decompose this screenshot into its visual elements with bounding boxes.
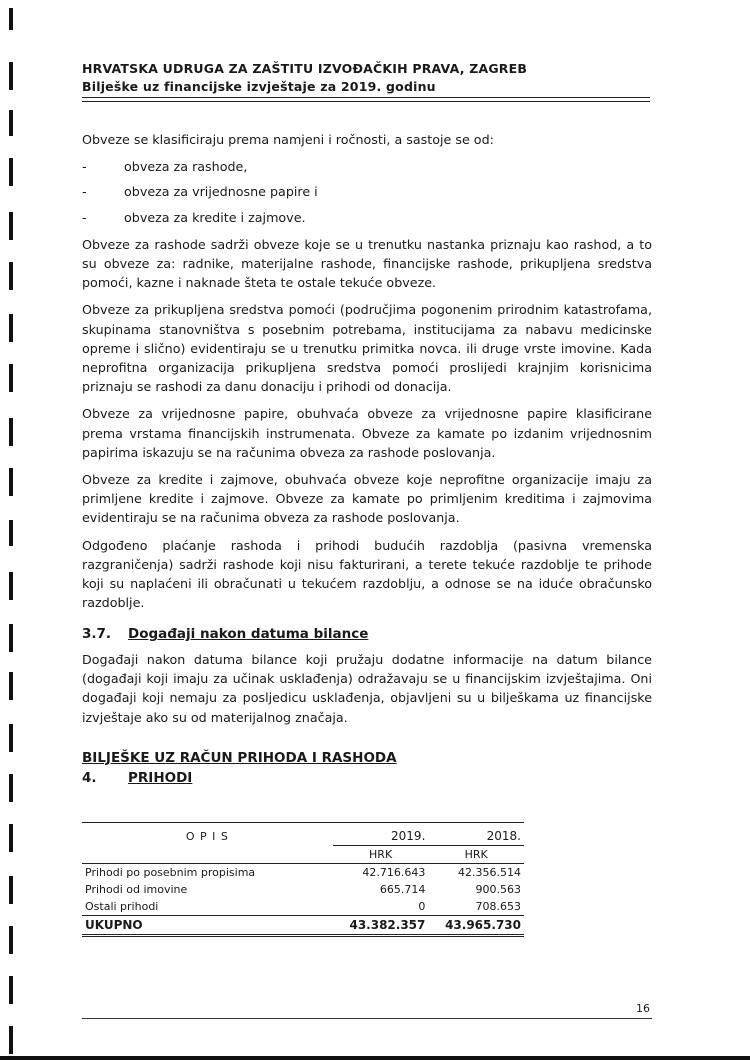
binding-mark [9, 976, 13, 1004]
section-heading [82, 626, 652, 642]
row-label: Prihodi od imovine [85, 883, 188, 896]
binding-mark [9, 724, 13, 752]
table-total-row [82, 916, 524, 936]
notes-section [82, 750, 652, 786]
section-number: 4. [82, 770, 97, 786]
row-label: Ostali prihodi [85, 900, 159, 913]
paragraph: Obveze za prikupljena sredstva pomoći (područjima pogonenim prirodnim katastrofama, skupinama stanovništva s posebnim potrebama, institucijama za nabavu medicinske opreme i slično) evidentiraju se u trenutku primitka novca. ili druge vrste imovine. Kada neprofitna organizacija prikupljena sredstva pomoći proslijedi krajnjim korisnicima priznaju se rashodi za danu donaciju i prihodi od donacija. [82, 302, 652, 395]
intro-paragraph: Obveze se klasificiraju prema namjeni i ročnosti, a sastoje se od: [82, 132, 494, 147]
table-row [82, 898, 524, 916]
paragraph: Obveze za kredite i zajmove, obuhvaća obveze koje neprofitne organizacije imaju za primljene kredite i zajmove. Obveze za kamate po primljenim kreditima i zajmovima evidentiraju se na računima obveza za rashode poslovanja. [82, 472, 652, 526]
header-rule [82, 97, 650, 98]
binding-mark [9, 158, 13, 186]
list-item: - obveza za vrijednosne papire i [104, 182, 652, 201]
row-value-2019: 665.714 [379, 883, 426, 896]
binding-mark [9, 520, 13, 546]
notes-heading: BILJEŠKE UZ RAČUN PRIHODA I RASHODA [82, 750, 397, 766]
section-number: 3.7. [82, 626, 112, 642]
binding-mark [9, 314, 13, 342]
total-value-2018: 43.965.730 [445, 918, 521, 932]
body-text [82, 130, 652, 620]
row-value-2019: 42.716.643 [362, 866, 426, 879]
document-header [82, 60, 652, 96]
binding-mark [9, 926, 13, 954]
binding-mark [9, 262, 13, 290]
section-title: Događaji nakon datuma bilance [128, 626, 369, 642]
col-header-2019: 2019. [391, 829, 426, 843]
footer-rule [82, 1018, 652, 1019]
list-dash: - [82, 209, 87, 225]
section-paragraph: Događaji nakon datuma bilance koji pružaju dodatne informacije na datum bilance (događaji koji imaju za učinak usklađenja) odražavaju se u financijskim izvještajima. Oni događaji koji nemaju za posljedicu usklađenja, objavljeni su u bilješkama uz financijske izvještaje ako su od materijalnog značaja. [82, 652, 652, 725]
binding-mark [9, 364, 13, 392]
organization-name: HRVATSKA UDRUGA ZA ZAŠTITU IZVOĐAČKIH PRAVA, ZAGREB [82, 61, 528, 76]
list-dash: - [82, 184, 87, 200]
col-header-2018: 2018. [486, 829, 521, 843]
list-item: - obveza za rashode, [104, 157, 652, 176]
binding-mark [9, 212, 13, 240]
paragraph: Obveze za vrijednosne papire, obuhvaća obveze za vrijednosne papire klasificirane prema vrstama financijskih instrumenata. Obveze za kamate po izdanim vrijednosnim papirima iskazuju se na računima obveza za rashode poslovanja. [82, 406, 652, 460]
total-label: UKUPNO [85, 918, 143, 932]
document-subtitle: Bilješke uz financijske izvještaje za 2019. godinu [82, 79, 436, 94]
binding-mark [9, 62, 13, 90]
row-value-2018: 708.653 [475, 900, 521, 913]
binding-mark [9, 8, 13, 30]
row-value-2018: 900.563 [475, 883, 521, 896]
binding-mark [9, 824, 13, 852]
binding-mark [9, 468, 13, 496]
binding-mark [9, 876, 13, 904]
section-4-heading [82, 770, 652, 786]
currency-label: HRK [333, 846, 429, 864]
row-value-2019: 0 [418, 900, 426, 913]
paragraph: Odgođeno plaćanje rashoda i prihodi budućih razdoblja (pasivna vremenska razgraničenja) sadrži rashode koji nisu fakturirani, a terete tekuće razdoblje te prihode koji su naplaćeni ili obračunati u tekućem razdoblju, a odnose se na iduće obračunsko razdoblje. [82, 537, 652, 611]
binding-mark [9, 418, 13, 446]
binding-mark [9, 774, 13, 802]
section-title: PRIHODI [128, 770, 193, 786]
binding-mark [9, 1026, 13, 1054]
total-value-2019: 43.382.357 [349, 918, 426, 932]
obligations-list [82, 157, 652, 227]
currency-label: HRK [428, 846, 524, 864]
header-rule-secondary [82, 101, 650, 102]
col-header-description: O P I S [185, 829, 229, 843]
table-row [82, 864, 524, 882]
list-item: - obveza za kredite i zajmove. [104, 208, 652, 227]
binding-mark [9, 110, 13, 136]
section-3-7 [82, 626, 652, 727]
table-header-row [82, 823, 524, 846]
page-number: 16 [636, 1002, 650, 1015]
table-currency-row [82, 846, 524, 864]
paragraph: Obveze za rashode sadrži obveze koje se u trenutku nastanka priznaju kao rashod, a to su obveze za: radnike, materijalne rashode, financijske rashode, prikupljena sredstva pomoći, kazne i naknade šteta te ostale tekuće obveze. [82, 236, 652, 291]
page-bottom-edge [0, 1056, 750, 1060]
binding-mark [9, 624, 13, 652]
binding-mark [9, 672, 13, 700]
revenue-table [82, 822, 524, 937]
row-value-2018: 42.356.514 [458, 866, 521, 879]
list-dash: - [82, 159, 87, 175]
binding-mark [9, 572, 13, 600]
row-label: Prihodi po posebnim propisima [85, 866, 256, 879]
table-row [82, 881, 524, 898]
